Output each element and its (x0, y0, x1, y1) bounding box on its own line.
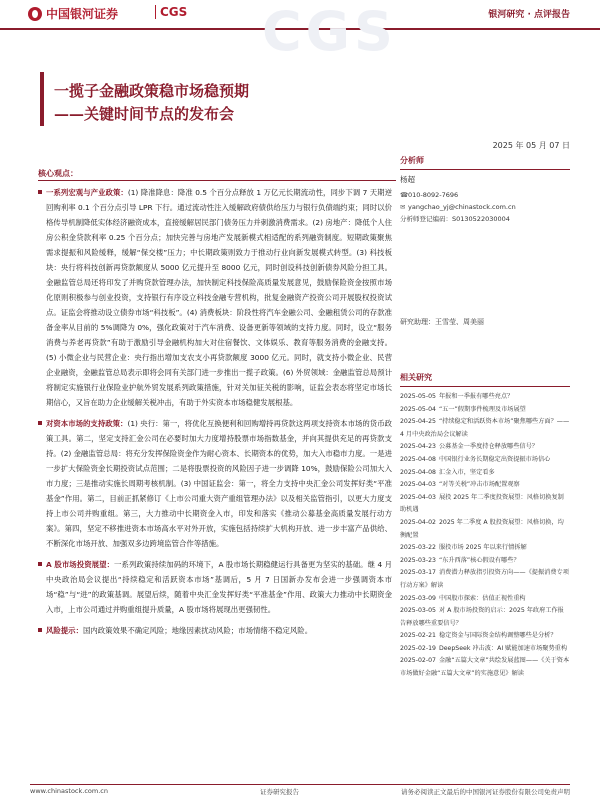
related-title[interactable]: 金融“五篇大文章”共绘发展蓝图——《关于资本市场做好金融“五篇大文章”的实施意见》解读 (400, 657, 570, 678)
core-views-label: 核心观点： (38, 169, 78, 178)
related-date: 2025-04-25 (400, 418, 436, 426)
analyst-section-title: 分析师 (400, 155, 570, 170)
report-subtitle: ——关键时间节点的发布会 (54, 105, 235, 123)
related-item[interactable] (400, 517, 570, 542)
phone-icon: ☎ (400, 191, 409, 199)
related-item[interactable] (400, 630, 570, 643)
related-item[interactable] (400, 555, 570, 568)
logo-icon (28, 7, 42, 21)
related-item[interactable] (400, 454, 570, 467)
analyst-phone (400, 189, 570, 201)
report-date: 2025 年 05 月 07 日 (492, 141, 570, 150)
core-views (46, 185, 392, 644)
related-date: 2025-02-21 (400, 632, 436, 640)
related-date: 2025-03-22 (400, 544, 436, 552)
bullet-text: 一系列政策持续加码的环境下，A 股市场长期稳健运行具备更为坚实的基础。继 4 月中央政治局会议提出“持续稳定和活跃资本市场”基调后，5 月 7 日国新办发布会进一步强调资本市场“稳”与“进”的政策基调。展望后续，随着中央汇金发挥好类“平准基金”作用、政策大力推动中长期资金入市，上市公司通过并购重组提升质量，A 股市场将展现出更强韧性。 (46, 560, 393, 614)
related-date: 2025-03-17 (400, 569, 436, 577)
related-title[interactable]: DeepSeek 冲击波：AI 赋能加速市场聚势重构 (438, 644, 568, 652)
related-title[interactable]: “五一”假期事件梳理及市场展望 (438, 405, 526, 413)
related-item[interactable] (400, 567, 570, 592)
analyst-email[interactable] (400, 201, 570, 213)
footer-divider (30, 784, 570, 785)
related-title[interactable]: 展投 2025 年二季度投资展望：风格切换复制助机遇 (400, 493, 564, 514)
related-item[interactable] (400, 441, 570, 454)
related-item[interactable] (400, 643, 570, 656)
bullet-head: 风险提示： (46, 626, 83, 635)
email-text[interactable]: yangchao_yj@chinastock.com.cn (408, 203, 516, 211)
bullet-text: (1) 央行：第一，将优化互换便利和回购增持再贷款这两项支持资本市场的货币政策工具。第二，坚定支持汇金公司在必要时加大力度增持股票市场指数基金，并向其提供充足的再贷款支持。(2) 金融监管总局：将充分发挥保险资金作为耐心资本、长期资本的优势，加大入市稳市力度。一是进一步扩大保险资金长期投资试点范围；二是将股票投资的风险因子进一步调降 10%，鼓励保险公司加大入市力度；三是推动实施长周期考核机制。(3) 中国证监会：第一，将全力支持中央汇金公司发挥好类“平准基金”作用。第二，目前正抓紧修订《上市公司重大资产重组管理办法》以及相关监管指引，以更大力度支持上市公司并购重组。第三，大力推动中长期资金入市，印发和落实《推动公募基金高质量发展行动方案》。第四，坚定不移推进资本市场高水平对外开放，实施包括持续扩大机构开放、进一步丰富产品供给、不断深化市场开放、加强双多边跨境监管合作等措施。 (46, 419, 392, 548)
related-date: 2025-04-03 (400, 481, 436, 489)
related-date: 2025-03-09 (400, 594, 436, 602)
related-title[interactable]: 服投市场 2025 年以来行情拆解 (438, 544, 527, 552)
related-item[interactable] (400, 605, 570, 630)
bullet-text: (1) 降准降息：降准 0.5 个百分点释放 1 万亿元长期流动性，同步下调 7 天期逆回购利率 0.1 个百分点引导 LPR 下行。通过流动性注入缓解政府债供给压力与银行负债端约束；同时以价格传导机制降低实体经济融资成本，直接缓解居民部门债务压力并刺激消费需求。(2) 房地产：降低个人住房公积金贷款利率 0.25 个百分点；加快完善与房地产发展新模式相适配的系列融资制度。短期政策聚焦需求提振和风险缓释，缓解“保交楼”压力；中长期政策则致力于推动行业向新发展模式转型。(3) 科技板块：央行将科技创新再贷款额度从 5000 亿元提升至 8000 亿元，同时创设科技创新债券风险分担工具。金融监管总局还将印发了并购贷款管理办法，加快制定科技保险高质量发展意见，鼓励保险资金按照市场化原则积极参与创业投资，支持银行有序设立科技金融专营机构，批复金融资产投资公司开展股权投资试点。证监会将推动设立债券市场“科技板”。(4) 消费板块：阶段性将汽车金融公司、金融租赁公司的存款准备金率从目前的 5%调降为 0%，强化政策对于汽车消费、设备更新等领域的支持力度。同时，设立“服务消费与养老再贷款”有助于激励引导金融机构加大对住宿餐饮、文体娱乐、教育等服务消费的金融支持。(5) 小微企业与民营企业：央行指出增加支农支小再贷款额度 3000 亿元。同时，就支持小微企业、民营企业融资，金融监管总局表示即将会同有关部门进一步推出一揽子政策。(6) 外贸领域：金融监管总局预计将制定实施银行业保险业护航外贸发展系列政策措施，针对关加征关税的影响，证监会表态将坚定市场长期信心，又旨在助力企业缓解关税冲击，有助于外实资本市场稳健发展根基。 (46, 188, 392, 407)
related-item[interactable] (400, 542, 570, 555)
related-title[interactable]: “东升西落”核心假设有哪些？ (438, 556, 520, 564)
report-type: 银河研究 · 点评报告 (488, 10, 570, 20)
related-title[interactable]: 稳定资金与国际资金结构调整哪些是分析？ (438, 632, 557, 640)
related-item[interactable] (400, 391, 570, 404)
bullet-policies (46, 185, 392, 410)
related-title[interactable]: “持续稳定和活跃资本市场”聚焦哪些方面？——4 月中央政治局会议解读 (400, 418, 570, 438)
related-title[interactable]: “对等关税”冲击市场配置观察 (438, 481, 520, 489)
bullet-text: 国内政策效果不确定风险；地缘因素扰动风险；市场情绪不稳定风险。 (82, 626, 313, 635)
related-item[interactable] (400, 479, 570, 492)
logo-cgs: CGS (155, 5, 187, 19)
related-date: 2025-05-04 (400, 405, 436, 413)
related-title[interactable]: 中国股市探索：估值正视性重构 (438, 594, 526, 602)
related-section-title: 相关研究 (400, 372, 570, 387)
phone-text: 010-8092-7696 (408, 191, 459, 199)
related-date: 2025-02-07 (400, 657, 436, 665)
watermark: CGS (262, 0, 397, 63)
related-date: 2025-04-03 (400, 493, 436, 501)
related-research (400, 372, 570, 681)
related-item[interactable] (400, 492, 570, 517)
analyst-cert: 分析师登记编码：S0130522030004 (400, 215, 510, 223)
related-title[interactable]: 消费潜力释放指引投资方向——《提振消费专项行动方案》解读 (400, 569, 569, 589)
related-item[interactable] (400, 404, 570, 417)
bullet-capital-market (46, 416, 392, 551)
title-accent-bar (40, 72, 44, 126)
related-date: 2025-04-02 (400, 518, 436, 526)
footer-url[interactable]: www.chinastock.com.cn (30, 787, 108, 795)
research-assistants: 研究助理：王雪莹、周美丽 (400, 318, 484, 326)
related-title[interactable]: 年报和一季报有哪些亮点？ (438, 393, 514, 400)
bullet-head: 一系列宏观与产业政策： (46, 188, 128, 197)
report-title: 一揽子金融政策稳市场稳预期 (54, 82, 250, 100)
related-date: 2025-04-08 (400, 468, 436, 476)
footer-disclaimer: 请务必阅读正文最后的中国银河证券股份有限公司免责声明 (401, 788, 570, 796)
related-item[interactable] (400, 655, 570, 680)
related-list (400, 391, 570, 681)
analyst-name: 杨超 (400, 175, 415, 184)
mail-icon: ✉ (400, 203, 406, 211)
related-title[interactable]: 汇金入市，坚定看多 (438, 468, 495, 476)
bullet-risk (46, 623, 392, 638)
related-date: 2025-04-23 (400, 443, 436, 451)
sidebar (400, 155, 570, 681)
divider (38, 180, 396, 181)
bullet-head: 对资本市场的支持政策： (46, 419, 128, 428)
footer-label: 证券研究报告 (260, 788, 299, 796)
related-title[interactable]: 2025 年二季度 A 股投资展望：风格切换，均衡配置 (400, 518, 564, 539)
related-date: 2025-04-08 (400, 455, 436, 463)
related-title[interactable]: 中国银行业务长期稳定出资提振市场信心 (438, 455, 551, 463)
related-date: 2025-03-23 (400, 556, 436, 564)
bullet-head: A 股市场投资展望： (46, 560, 115, 569)
logo-text: 中国银河证券 (46, 7, 119, 21)
bullet-outlook (46, 557, 392, 617)
related-item[interactable] (400, 467, 570, 480)
related-date: 2025-02-19 (400, 644, 436, 652)
related-item[interactable] (400, 416, 570, 441)
related-title[interactable]: 对 A 股市场投资的启示：2025 年政府工作报告释放哪些重要信号？ (400, 607, 564, 627)
related-item[interactable] (400, 593, 570, 606)
related-title[interactable]: 公募基金一季度持仓释放哪些信号？ (438, 443, 538, 451)
related-date: 2025-05-05 (400, 393, 436, 400)
related-date: 2025-03-05 (400, 607, 436, 615)
